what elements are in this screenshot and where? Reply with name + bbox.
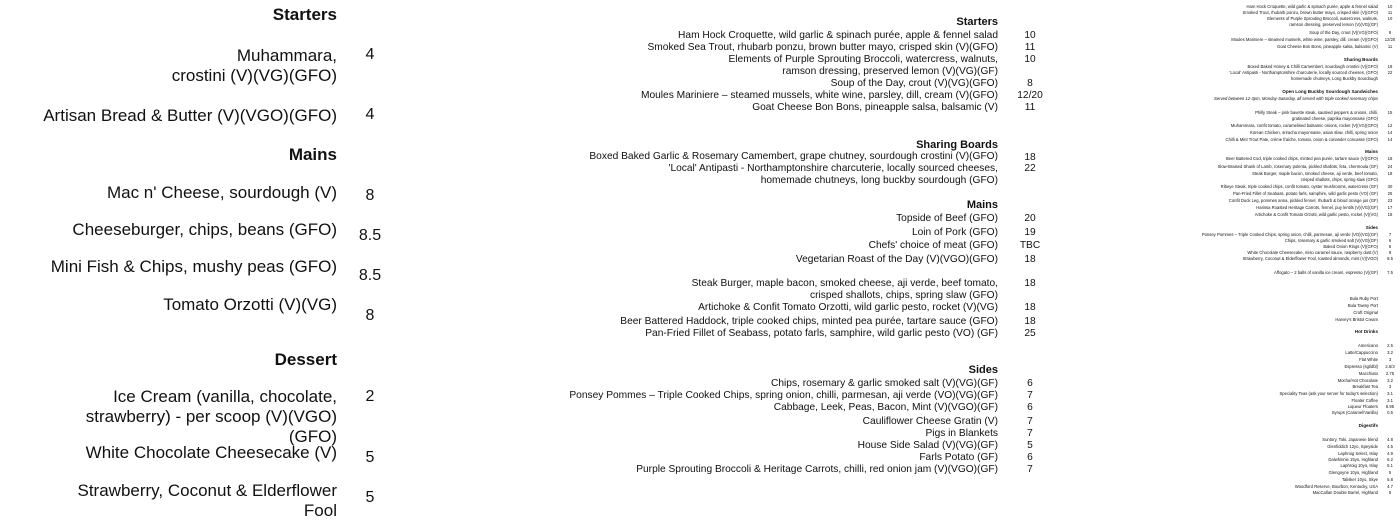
menu-line: Vegetarian Roast of the Day (V)(VGO)(GFO) — [795, 254, 998, 265]
menu-line: Croft Original — [1353, 310, 1378, 315]
starters-heading: Starters — [272, 5, 337, 24]
item-price: 7 — [1388, 232, 1392, 237]
sharing-heading: Sharing Boards — [1343, 57, 1378, 62]
menu-line: 'Local' Antipasti - Northamptonshire charcuterie, locally sourced cheeses, (GFO) — [1229, 70, 1378, 75]
item-price: 3.1 — [1387, 391, 1393, 396]
menu-line: Artichoke & Confit Tomato Orzotti, wild garlic pesto, rocket (V)(VG) — [1254, 212, 1378, 217]
item-price: 18 — [1387, 171, 1393, 176]
menu-line: Soup of the Day, crout (V)(VG)(GFO) — [830, 78, 998, 89]
menu-item: Strawberry, Coconut & Elderflower Fool — [77, 481, 337, 520]
item-price: 8 — [365, 307, 375, 324]
item-price: 18 — [1387, 212, 1393, 217]
item-price: 19 — [1024, 227, 1036, 238]
item-price: 8 — [365, 187, 375, 204]
starters-heading: Starters — [956, 16, 998, 28]
item-price: 7 — [1027, 416, 1033, 427]
menu-line: Moules Mariniere – steamed mussels, white wine, parsley, dill, cream (V)(GFO) — [1231, 37, 1378, 42]
item-price: 3.2 — [1387, 378, 1393, 383]
item-price: 15 — [1387, 110, 1393, 115]
menu-line: Woodford Reserve, Bourbon, Kentucky, USA — [1294, 484, 1378, 489]
menu-line: Cabbage, Leek, Peas, Bacon, Mint (V)(VGO)(GF) — [773, 402, 998, 413]
menu-line: Topside of Beef (GFO) — [896, 213, 998, 224]
mains-heading: Mains — [1364, 149, 1378, 154]
item-price: 3 — [1388, 357, 1392, 362]
menu-line: Latte/Cappuccino — [1345, 350, 1378, 355]
menu-line: Ponsey Pommes – Triple Cooked Chips, spring onion, chilli, parmesan, aji verde (VO)(VG)(GF) — [569, 390, 998, 401]
menu-line: Ham Hock Croquette, wild garlic & spinach purée, apple & fennel salad — [1246, 4, 1378, 9]
item-price: 4.9 — [1387, 451, 1393, 456]
menu-line: Loin of Pork (GFO) — [911, 227, 998, 238]
menu-item: Artisan Bread & Butter (V)(VGO)(GFO) — [43, 106, 337, 125]
menu-line: Chefs' choice of meat (GFO) — [868, 240, 998, 251]
item-price: 5 — [365, 449, 375, 466]
item-price: 3.1 — [1387, 398, 1393, 403]
item-price: 10 — [1387, 16, 1393, 21]
menu-line: Laphroig 10yo, Islay — [1340, 463, 1378, 468]
menu-line: Goat Cheese Bon Bons, pineapple salsa, balsamic (V) — [752, 102, 998, 113]
item-price: 4 — [365, 106, 375, 123]
item-price: 20 — [1024, 213, 1036, 224]
menu-line: Moules Mariniere – steamed mussels, white wine, parsley, dill, cream (V)(GFO) — [640, 90, 998, 101]
menu-line: Pan-Fried Fillet of Seabass, potato farls, samphire, wild garlic pesto (VO) (GF) — [645, 328, 998, 339]
item-price: 6 — [1027, 378, 1033, 389]
menu-line: Affogato – 2 balls of vanilla ice cream, espresso (V)(GF) — [1274, 270, 1378, 275]
item-price: 6.2 — [1387, 457, 1393, 462]
sharing-heading: Sharing Boards — [916, 139, 998, 151]
item-price: 10 — [1024, 30, 1036, 41]
menu-line: Steak Burger, maple bacon, smoked cheese, aji verde, beef tomato, — [691, 278, 998, 289]
item-price: 2.5 — [1387, 343, 1393, 348]
item-price: 18 — [1024, 302, 1036, 313]
menu-line: homemade chutneys, long buckby sourdough (GFO) — [760, 175, 998, 186]
item-price: 11 — [1024, 102, 1036, 113]
item-price: 7 — [1027, 390, 1033, 401]
menu-item: Mini Fish & Chips, mushy peas (GFO) — [50, 257, 337, 276]
menu-item: Mac n' Cheese, sourdough (V) — [106, 183, 337, 202]
menu-line: Philly Steak – pink bavette steak, sautéed peppers & onions, chilli, — [1255, 110, 1378, 115]
item-price: 8 — [1388, 30, 1392, 35]
item-price: 5 — [1027, 440, 1033, 451]
menu-item: White Chocolate Cheesecake (V) — [85, 443, 337, 462]
item-price: 14 — [1387, 130, 1393, 135]
item-price: 10 — [1024, 54, 1036, 65]
item-price: 18 — [1024, 254, 1036, 265]
menu-item: Muhammara, crostini (V)(VG)(GFO) — [171, 46, 337, 85]
menu-line: Bula Ruby Port — [1349, 296, 1378, 301]
menu-line: ramson dressing, preserved lemon (V)(VG)(GF) — [1289, 22, 1378, 27]
item-price: 12/20 — [1017, 90, 1043, 101]
menu-item: Tomato Orzotti (V)(VG) — [163, 295, 337, 314]
menu-line: Purple Sprouting Broccoli & Heritage Carrots, chilli, red onion jam (V)(VGO)(GF) — [636, 464, 998, 475]
item-price: 25 — [1387, 191, 1393, 196]
item-price: 4.8 — [1387, 437, 1393, 442]
menu-line: Syrups (Caramel/Vanilla) — [1331, 410, 1378, 415]
item-price: 8.5 — [358, 267, 382, 284]
item-price: 10 — [1387, 4, 1393, 9]
menu-line: Confit Duck Leg, pommes anna, pickled fennel, rhubarb & blood orange jus (GF) — [1228, 198, 1378, 203]
item-price: 22 — [1024, 163, 1036, 174]
menu-line: Harvey's Bristol Cream — [1335, 317, 1378, 322]
item-price: 7.5 — [1387, 270, 1393, 275]
item-price: 5 — [1388, 470, 1392, 475]
item-price: 8.5 — [358, 227, 382, 244]
menu-line: Korean Chicken, sriracha mayonnaise, asian slaw, chilli, spring onion — [1249, 130, 1378, 135]
item-price: 12/20 — [1384, 37, 1396, 42]
menu-line: homemade chutneys, Long Buckby Sourdough — [1290, 76, 1378, 81]
item-price: 8.5 — [1387, 256, 1393, 261]
menu-line: Mocha/Hot Chocolate — [1337, 378, 1378, 383]
menu-line: Dalwhinnie 15yo, Highland — [1328, 457, 1378, 462]
item-price: TBC — [1019, 240, 1041, 251]
item-price: 11 — [1387, 10, 1393, 15]
item-price: 17 — [1387, 205, 1393, 210]
menu-line: Americano — [1357, 343, 1378, 348]
item-price: 6 — [1388, 244, 1392, 249]
item-price: 7 — [1027, 464, 1033, 475]
item-price: 5.1 — [1387, 463, 1393, 468]
menu-line: Breakfast Tea — [1352, 384, 1378, 389]
menu-line: Beer Battered Cod, triple cooked chips, minted pea purée, tartare sauce (V)(GFO) — [1226, 156, 1378, 161]
menu-line: Baked Onion Rings (V)(GFO) — [1323, 244, 1378, 249]
menu-line: Slow-Braised Shank of Lamb, rosemary polenta, pickled shallots, feta, chermoula (GF) — [1217, 164, 1378, 169]
item-price: 14 — [1387, 137, 1393, 142]
item-price: 3 — [1388, 384, 1392, 389]
item-price: 4.7 — [1387, 484, 1393, 489]
menu-line: Flat White — [1359, 357, 1378, 362]
menu-line: Glengoyne 10yo, Highland — [1328, 470, 1378, 475]
dessert-heading: Dessert — [274, 350, 337, 369]
menu-line: Cauliflower Cheese Gratin (V) — [862, 416, 998, 427]
item-price: 23 — [1387, 198, 1393, 203]
menu-line: Floater Coffee — [1351, 398, 1378, 403]
menu-line: Harissa Roasted Heritage Carrots, fennel, puy lentils (V)(VG)(GF) — [1256, 205, 1378, 210]
digestifs-heading: Digestifs — [1358, 423, 1378, 428]
item-price: 22 — [1387, 70, 1393, 75]
item-price: 4.5 — [1387, 444, 1393, 449]
sandwich-note: Served between 12-3pm, Monday-Saturday, all served with triple cooked rosemary chips — [1213, 96, 1378, 101]
menu-line: Laphroig Select, Islay — [1337, 451, 1378, 456]
menu-line: Goat Cheese Bon Bons, pineapple salsa, balsamic (V) — [1276, 44, 1378, 49]
menu-line: Soup of the Day, crout (V)(VG)(GFO) — [1309, 30, 1378, 35]
menu-line: Liqueur Floaters — [1347, 404, 1378, 409]
drinks-menu-panel — [1140, 0, 1400, 500]
mains-heading: Mains — [288, 145, 337, 164]
menu-line: White Chocolate Cheesecake, miso caramel sauce, raspberry dust (V) — [1247, 250, 1378, 255]
item-price: 6 — [1027, 452, 1033, 463]
menu-line: crisped shallots, chips, spring slaw (GFO) — [810, 290, 998, 301]
item-price: 0.5 — [1387, 410, 1393, 415]
item-price: 24 — [1387, 164, 1393, 169]
item-price: 11 — [1387, 44, 1393, 49]
item-price: 4 — [365, 46, 375, 63]
menu-line: Talisker 10yo, Skye — [1341, 477, 1378, 482]
menu-line: House Side Salad (V)(VG)(GF) — [857, 440, 998, 451]
menu-line: Elements of Purple Sprouting Broccoli, watercress, walnuts, — [728, 54, 998, 65]
item-price: 25 — [1024, 328, 1036, 339]
menu-line: gratinated cheese, paprika mayonnaise (GFO) — [1291, 116, 1378, 121]
menu-item: Ice Cream (vanilla, chocolate, strawberry) - per scoop (V)(VGO)(GFO) — [85, 387, 337, 446]
menu-line: Glenfiddich 12yo, Speyside — [1327, 444, 1378, 449]
item-price: 18 — [1024, 316, 1036, 327]
large-menu-panel — [0, 0, 390, 520]
menu-line: Chilli & Mint Trout Pate, crème fraiche, tomato, onion & coriander concasse (GFO) — [1225, 137, 1378, 142]
item-price: 30 — [1387, 184, 1393, 189]
menu-line: Pigs in Blankets — [925, 428, 998, 439]
menu-item: Cheeseburger, chips, beans (GFO) — [72, 220, 337, 239]
menu-line: Muhammara, confit tomato, caramelised balsamic onions, rocket (V)(VG)(GFO) — [1230, 123, 1378, 128]
menu-line: 'Local' Antipasti - Northamptonshire charcuterie, locally sourced cheeses, — [668, 163, 998, 174]
menu-line: Espresso (sgl/dbl) — [1344, 364, 1378, 369]
item-price: 2.5/3 — [1385, 364, 1395, 369]
item-price: 9 — [1388, 250, 1392, 255]
item-price: 12 — [1387, 123, 1393, 128]
menu-line: MacCallan Double Barrel, Highland — [1312, 490, 1378, 495]
item-price: 2 — [365, 388, 375, 405]
item-price: 6 — [1388, 238, 1392, 243]
item-price: 7 — [1027, 428, 1033, 439]
menu-line: Chips, rosemary & garlic smoked salt (V)(VG)(GF) — [1284, 238, 1378, 243]
menu-line: Ponsey Pommes – Triple Cooked Chips, spring onion, chilli, parmesan, aji verde (VO)(VG)(GF) — [1201, 232, 1378, 237]
item-price: 18 — [1024, 152, 1036, 163]
sides-heading: Sides — [1365, 225, 1378, 230]
menu-line: Chips, rosemary & garlic smoked salt (V)(VG)(GF) — [771, 378, 998, 389]
menu-line: Speciality Teas (ask your server for today's selection) — [1279, 391, 1378, 396]
main-menu-panel — [560, 0, 1050, 500]
menu-line: Elements of Purple Sprouting Broccoli, watercress, walnuts, — [1267, 16, 1378, 21]
menu-line: Strawberry, Coconut & Elderflower Fool, toasted almonds, mint (V)(VGO) — [1242, 256, 1378, 261]
menu-line: Ham Hock Croquette, wild garlic & spinach purée, apple & fennel salad — [678, 30, 998, 41]
menu-line: Beer Battered Haddock, triple cooked chips, minted pea purée, tartare sauce (GFO) — [620, 316, 998, 327]
mains-heading: Mains — [966, 199, 998, 211]
item-price: 5.8 — [1387, 477, 1393, 482]
menu-line: Macchiato — [1358, 371, 1378, 376]
item-price: 5 — [365, 489, 375, 506]
item-price: 18 — [1387, 156, 1393, 161]
sandwich-heading: Open Long Buckby Sourdough Sandwiches — [1282, 89, 1378, 94]
item-price: 8 — [1027, 78, 1033, 89]
menu-line: Steak Burger, maple bacon, smoked cheese, aji verde, beef tomato, — [1252, 171, 1378, 176]
item-price: 2.75 — [1385, 371, 1395, 376]
item-price: 11 — [1024, 42, 1036, 53]
menu-line: Artichoke & Confit Tomato Orzotti, wild garlic pesto, rocket (V)(VG) — [698, 302, 998, 313]
sides-heading: Sides — [968, 364, 998, 376]
item-price: 18 — [1024, 278, 1036, 289]
hot-drinks-heading: Hot Drinks — [1354, 329, 1378, 334]
menu-line: Ribeye Steak, triple cooked chips, confit tomato, oyster mushrooms, watercress (GF) — [1220, 184, 1378, 189]
menu-line: Bula Tawny Port — [1347, 303, 1378, 308]
menu-line: crisped shallots, chips, spring slaw (GFO) — [1300, 177, 1378, 182]
menu-line: Pan-Fried Fillet of Seabass, potato farls, samphire, wild garlic pesto (VO) (GF) — [1233, 191, 1378, 196]
menu-line: ramson dressing, preserved lemon (V)(VG)(GF) — [782, 66, 998, 77]
menu-line: Suntory, Toki, Japanese blend — [1322, 437, 1378, 442]
menu-line: Smoked Trout, rhubarb ponzu, brown butter mayo, crisped skin (V)(GFO) — [1242, 10, 1378, 15]
item-price: 6 — [1027, 402, 1033, 413]
menu-line: Boxed Baked Honey & Chilli Camembert, sourdough crostini (V)(GFO) — [1247, 64, 1378, 69]
menu-line: Smoked Sea Trout, rhubarb ponzu, brown butter mayo, crisped skin (V)(GFO) — [647, 42, 998, 53]
item-price: 6.95 — [1385, 404, 1395, 409]
menu-line: Boxed Baked Garlic & Rosemary Camembert, grape chutney, sourdough crostini (V)(GFO) — [589, 151, 998, 162]
item-price: 3.2 — [1387, 350, 1393, 355]
item-price: 5 — [1388, 490, 1392, 495]
menu-line: Farls Potato (GF) — [919, 452, 998, 463]
item-price: 18 — [1387, 64, 1393, 69]
